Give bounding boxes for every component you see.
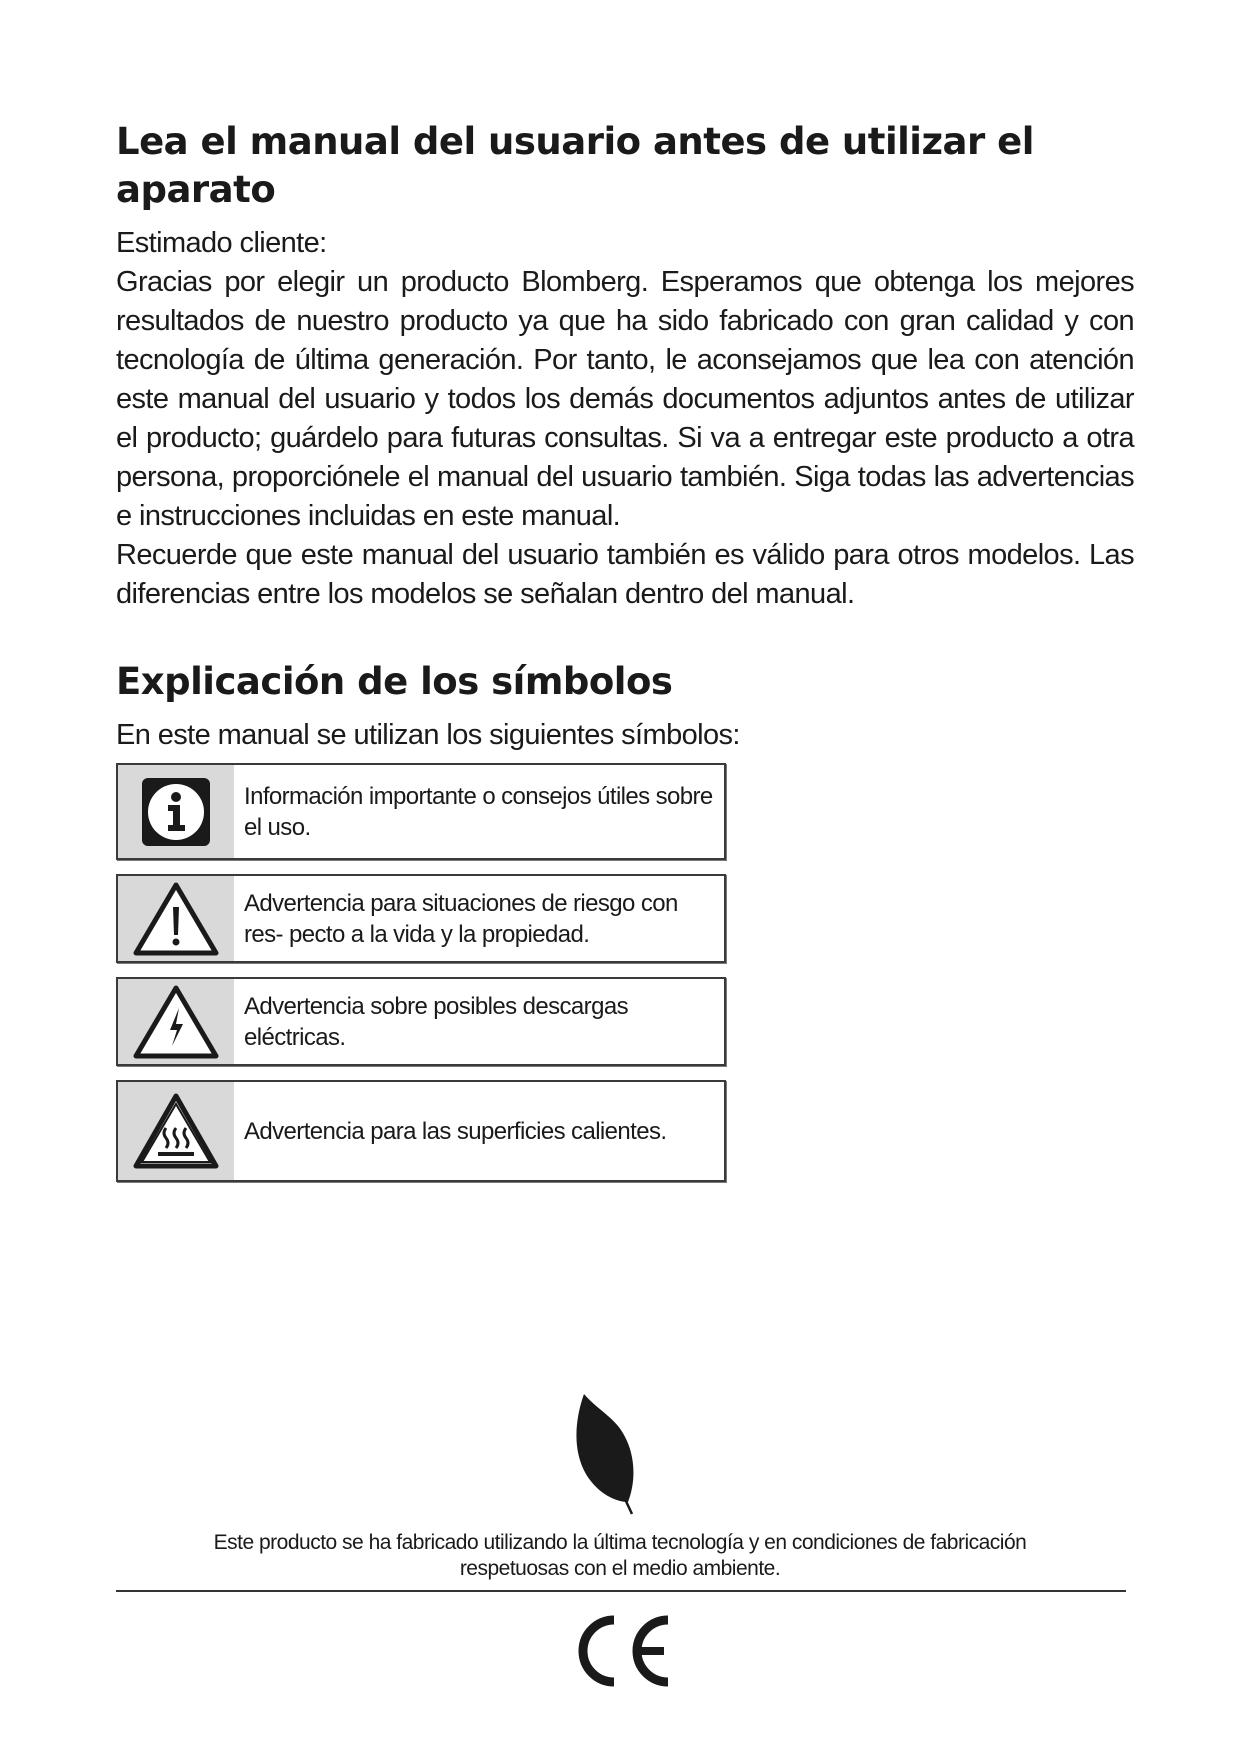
leaf-icon xyxy=(572,1392,642,1516)
electric-shock-warning-icon xyxy=(118,979,234,1064)
warning-exclamation-icon xyxy=(118,876,234,961)
hot-surface-warning-icon xyxy=(118,1082,234,1180)
page-content xyxy=(116,118,1134,1196)
info-icon xyxy=(118,765,234,858)
symbols-list xyxy=(116,763,726,1182)
symbol-text-warning: Advertencia para situaciones de riesgo con res- pecto a la vida y la propiedad. xyxy=(244,889,678,948)
intro-paragraph: Gracias por elegir un producto Blomberg. Esperamos que obtenga los mejores resultados de nuestro producto ya que ha sido fabricado con gran calidad y con tecnología de última generación. Por tanto, le aconsejamos que lea con atención este manual del usuario y todos los demás documentos adjuntos antes de utilizar el producto; guárdelo para futuras consultas. Si va a entregar este producto a otra persona, proporciónele el manual del usuario también. Siga todas las advertencias e instrucciones incluidas en este manual. xyxy=(116,266,1134,532)
eco-statement-line2: respetuosas con el medio ambiente. xyxy=(459,1557,781,1580)
symbol-row-hot-surface xyxy=(116,1080,726,1182)
symbols-title: Explicación de los símbolos xyxy=(116,660,673,703)
symbol-text-electric: Advertencia sobre posibles descargas eléctricas. xyxy=(244,992,628,1051)
symbol-row-info xyxy=(116,763,726,860)
footer-divider xyxy=(116,1590,1126,1592)
symbol-text-hot-surface: Advertencia para las superficies calientes. xyxy=(244,1117,667,1145)
symbol-text-info: Información importante o consejos útiles sobre el uso. xyxy=(244,782,713,841)
eco-statement xyxy=(200,1530,1040,1582)
ce-mark-icon xyxy=(572,1612,676,1690)
symbols-intro: En este manual se utilizan los siguientes símbolos: xyxy=(116,719,740,751)
greeting: Estimado cliente: xyxy=(116,227,327,259)
manual-title: Lea el manual del usuario antes de utilizar el aparato xyxy=(116,120,1034,211)
symbol-row-electric xyxy=(116,977,726,1066)
eco-statement-line1: Este producto se ha fabricado utilizando la última tecnología y en condiciones de fabricación xyxy=(213,1531,1027,1554)
symbol-row-warning xyxy=(116,874,726,963)
models-paragraph: Recuerde que este manual del usuario también es válido para otros modelos. Las diferencias entre los modelos se señalan dentro del manual. xyxy=(116,539,1134,610)
